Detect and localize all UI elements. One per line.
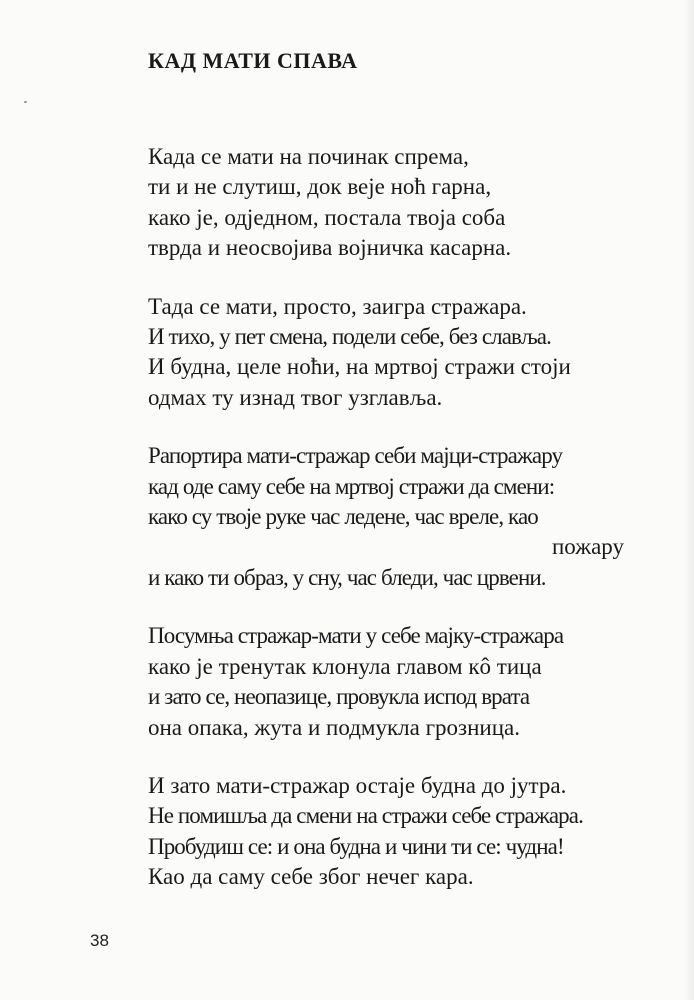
stanza-5: [148, 771, 638, 893]
poem-line: ти и не слутиш, док веје ноћ гарна,: [148, 174, 492, 200]
poem-line: и зато се, неопазице, провукла испод врата: [148, 684, 530, 710]
page-number: 38: [90, 931, 109, 950]
poem-body: [148, 142, 638, 921]
poem-line: И зато мати-стражар остаје будна до јутра.: [148, 772, 567, 798]
poem-line-continuation: пожару: [551, 534, 624, 560]
poem-line: тврда и неосвојива војничка касарна.: [148, 235, 512, 261]
poem-line: она опака, жута и подмукла грозница.: [148, 714, 520, 740]
poem-line: И тихо, у пет смена, подели себе, без славља.: [148, 324, 551, 350]
poem-line: како је тренутак клонула главом кô тица: [148, 653, 542, 679]
page-edge-shadow: [684, 0, 694, 1000]
stanza-2: [148, 292, 638, 414]
poem-line: Посумња стражар-мати у себе мајку-стражара: [148, 623, 564, 649]
poem-line: кад оде саму себе на мртвој стражи да смени:: [148, 473, 555, 499]
poem-line: и како ти образ, у сну, час бледи, час црвени.: [148, 564, 546, 590]
poem-line: И будна, целе ноћи, на мртвој стражи стоји: [148, 354, 571, 380]
poem-line: Пробудиш се: и она будна и чини ти се: чудна!: [148, 833, 564, 859]
poem-line: Рапортира мати-стражар себи мајци-стражару: [148, 443, 563, 469]
print-speck: [24, 101, 27, 103]
stanza-4: [148, 621, 638, 743]
stanza-3: [148, 441, 638, 593]
poem-line: Не помишља да смени на стражи себе стражара.: [148, 803, 583, 829]
poem-line: Тада се мати, просто, заигра стражара.: [148, 293, 527, 319]
poem-line: Као да саму себе због нечег кара.: [148, 864, 474, 890]
poem-line: како је, одједном, постала твоја соба: [148, 204, 506, 230]
stanza-1: [148, 142, 638, 264]
poem-line: како су твоје руке час ледене, час вреле, као: [148, 504, 538, 530]
poem-line: одмах ту изнад твог узглавља.: [148, 384, 443, 410]
poem-line: Када се мати на починак спрема,: [148, 144, 469, 169]
poem-title: КАД МАТИ СПАВА: [148, 48, 358, 73]
